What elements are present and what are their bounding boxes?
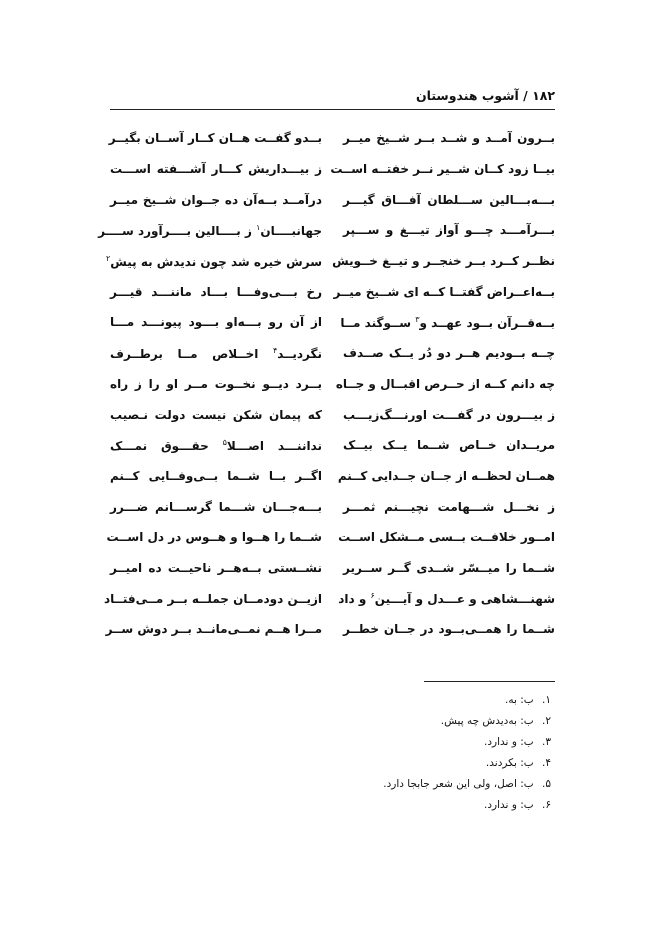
poem-body (98, 123, 555, 645)
footnote-text: ب: اصل، ولی این شعر جابجا دارد. (383, 778, 534, 790)
footnote-number: ۳. (542, 736, 551, 748)
hemistich-first (343, 131, 555, 145)
hemistich-text-continued: و داد (338, 592, 371, 607)
hemistich-first (340, 314, 555, 330)
hemistich-first (343, 346, 555, 360)
hemistich-second (110, 561, 322, 575)
hemistich-text: نظــر کــرد بــر خنجــر و تیــغ خــویش (332, 254, 555, 269)
hemistich-text: درآمــد بــه‌آن ده جــوان شــیخ میــر (110, 192, 322, 207)
footnote-number: ۲. (542, 715, 551, 727)
hemistich-text-continued: حقـــوق نمـــک (110, 438, 223, 453)
hemistich-first (330, 162, 555, 177)
footnote-marker: ۴ (272, 345, 278, 355)
couplet (103, 583, 555, 614)
hemistich-text: چه دانم کــه از حــرص اقبــال و جــاه (335, 376, 555, 391)
hemistich-text: بــرون آمــد و شــد بــر شــیخ میــر (343, 131, 555, 146)
footnote-item (110, 753, 555, 774)
hemistich-text: مــرا هــم نمــی‌مانــد بــر دوش ســر (105, 622, 322, 637)
hemistich-text-continued: ســوگند مــا (340, 315, 416, 330)
footnote-marker: ۱ (256, 222, 261, 232)
hemistich-text: نداننـــد اصـــلا (226, 438, 323, 453)
couplet (110, 461, 555, 492)
running-header (110, 86, 555, 106)
hemistich-text: نشــستی بــه‌هــر ناحیــت ده امیــر (110, 560, 322, 575)
hemistich-second (110, 469, 322, 483)
hemistich-first (343, 622, 555, 636)
hemistich-text: بــه‌اعــراض گفتــا کــه ای شــیخ میــر (333, 284, 555, 299)
couplet (110, 491, 555, 522)
hemistich-text-continued: ز بــــالین بــــرآورد ســــر (98, 223, 257, 238)
couplet (110, 553, 555, 584)
footnote-rule (424, 681, 555, 682)
hemistich-text: شــما را میــسّر شــدی گــر ســریر (343, 560, 555, 575)
hemistich-first (335, 376, 555, 391)
footnote-text: ب: و ندارد. (484, 736, 534, 748)
hemistich-text: شــما را هــوا و هــوس در دل اســت (106, 530, 322, 545)
footnote-item (110, 795, 555, 816)
hemistich-text-continued: اخــلاص مــا برطــرف (110, 346, 273, 361)
footnote-marker: ۶ (370, 591, 375, 601)
hemistich-text: همــان لحظــه از جــان جــدایی کــنم (337, 468, 555, 483)
hemistich-text: نگردیــد (277, 346, 322, 361)
header-rule (110, 109, 555, 110)
footnotes (110, 690, 555, 816)
header-separator: / (518, 88, 533, 103)
hemistich-text: جهانبــــان (260, 223, 322, 238)
couplet (110, 184, 555, 215)
footnote-number: ۴. (542, 757, 551, 769)
hemistich-second (110, 162, 322, 176)
hemistich-second (110, 500, 322, 514)
book-title: آشوب هندوستان (415, 88, 519, 103)
hemistich-second (110, 285, 322, 299)
hemistich-text: رخ بـــی‌وفـــا بـــاد ماننـــد قیـــر (110, 284, 322, 299)
hemistich-text: اگــر بــا شــما بــی‌وفــایی کــنم (110, 468, 322, 483)
couplet (110, 399, 555, 430)
footnote-number: ۵. (542, 778, 551, 790)
couplet (98, 215, 555, 246)
footnote-text: ب: به. (505, 694, 534, 706)
hemistich-text: ازیــن دودمــان جملــه بــر مــی‌فتــاد (103, 591, 322, 606)
hemistich-text: ز نخـــل شـــهامت نچیـــنم ثمـــر (343, 499, 555, 514)
footnote-item (110, 774, 555, 795)
hemistich-second (110, 438, 322, 453)
hemistich-second (98, 222, 322, 238)
footnote-item (110, 732, 555, 753)
hemistich-first (337, 468, 555, 483)
couplet (105, 246, 555, 277)
couplet (105, 614, 555, 645)
hemistich-second (110, 131, 322, 145)
hemistich-text: شهنـــشاهی و عـــدل و آیـــین (374, 592, 555, 607)
hemistich-second (105, 253, 322, 269)
hemistich-first (338, 591, 555, 607)
footnote-marker: ۲ (105, 253, 111, 263)
footnote-marker: ۳ (415, 314, 420, 324)
hemistich-first (343, 193, 555, 207)
hemistich-second (110, 346, 322, 361)
hemistich-text: که پیمان شکن نیست دولت نـصیب (110, 407, 322, 422)
hemistich-second (110, 193, 322, 207)
footnote-item (110, 711, 555, 732)
footnote-number: ۱. (542, 694, 551, 706)
couplet (106, 522, 555, 553)
hemistich-text: ز بیـــرون در گفـــت اورنـــگ‌زیـــب (343, 407, 555, 422)
hemistich-second (110, 315, 322, 329)
couplet (110, 369, 555, 400)
hemistich-text: سرش خیره شد چون ندیدش به پیش (110, 254, 322, 269)
hemistich-text: شــما را همــی‌بــود در جــان خطــر (343, 622, 555, 637)
couplet (110, 123, 555, 154)
couplet (110, 338, 555, 369)
hemistich-first (333, 284, 555, 299)
hemistich-first (343, 438, 555, 452)
hemistich-first (338, 530, 555, 545)
footnote-item (110, 690, 555, 711)
hemistich-second (110, 408, 322, 422)
couplet (110, 276, 555, 307)
hemistich-first (343, 223, 555, 237)
hemistich-first (343, 500, 555, 514)
hemistich-text: چــه بــودیم هــر دو دُر یــک صــدف (343, 346, 555, 361)
couplet (110, 430, 555, 461)
hemistich-second (110, 377, 322, 391)
hemistich-text: بـــرآمـــد چـــو آواز تیـــغ و ســـپر (343, 223, 555, 238)
hemistich-second (106, 530, 322, 545)
couplet (110, 154, 555, 185)
hemistich-second (105, 622, 322, 637)
hemistich-text: مریــدان خــاص شــما یــک بیــک (343, 438, 555, 453)
hemistich-text: امــور خلافــت بــسی مــشکل اســت (338, 530, 555, 545)
footnote-text: ب: و ندارد. (484, 799, 534, 811)
hemistich-first (343, 561, 555, 575)
footnote-text: ب: به‌دیدش چه پیش. (440, 715, 534, 727)
footnote-number: ۶. (542, 799, 551, 811)
hemistich-text: بـــه‌جـــان شـــما گرســـانم ضـــرر (110, 499, 322, 514)
hemistich-text: ز بیـــداریش کـــار آشـــفته اســـت (110, 162, 322, 177)
hemistich-text: از آن رو بـــه‌او بـــود پیونـــد مـــا (110, 315, 322, 330)
footnote-text: ب: بکردند. (485, 757, 534, 769)
hemistich-first (332, 254, 555, 269)
hemistich-text: بـــه‌بـــالین ســـلطان آفـــاق گیـــر (343, 192, 555, 207)
hemistich-text: بــدو گفــت هــان کــار آســان بگیــر (108, 131, 322, 146)
footnote-marker: ۵ (222, 437, 227, 447)
hemistich-second (103, 591, 322, 606)
couplet (110, 307, 555, 338)
hemistich-text: بیــا زود کــان شــیر نــر خفتــه اســت (330, 162, 555, 177)
hemistich-text: بــه‌قــرآن بــود عهــد و (419, 315, 555, 330)
hemistich-text: بــرد دیــو نخــوت مــر او را ز راه (110, 376, 322, 391)
hemistich-first (343, 408, 555, 422)
page-number: ۱۸۲ (532, 88, 555, 103)
